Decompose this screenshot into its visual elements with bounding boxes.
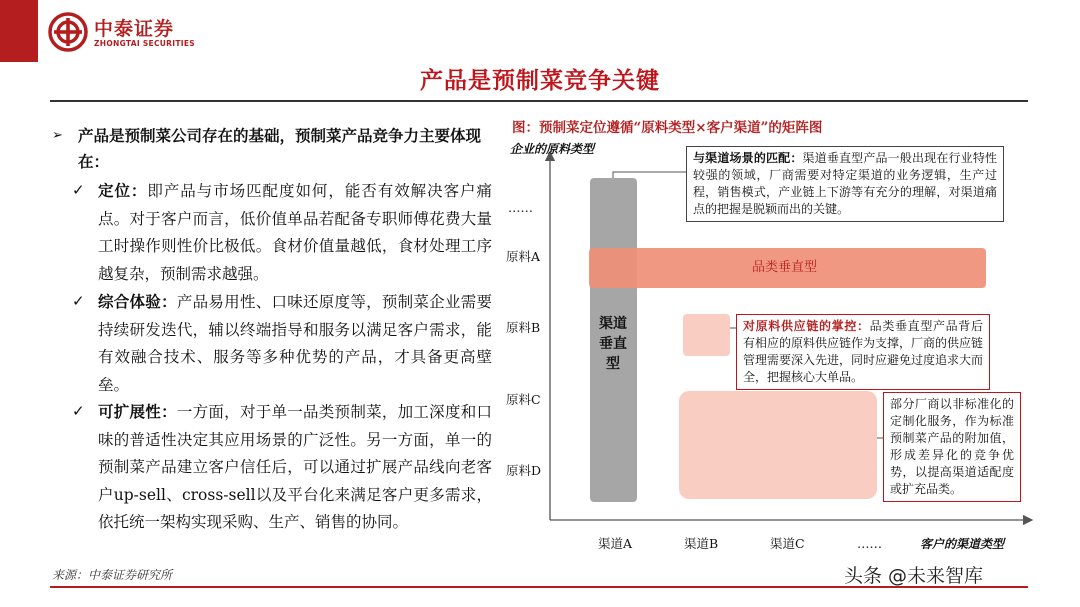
point-text: 产品易用性、口味还原度等，预制菜企业需要持续研发迭代，辅以终端指导和服务以满足客户需求，能有效融合技术、服务等多种优势的产品，才具备更高壁垒。 [98, 293, 492, 394]
channel-match-text: 渠道垂直型产品一般出现在行业特性较强的领域，厂商需要对特定渠道的业务逻辑，生产过程，销售模式，产业链上下游等有充分的理解，对渠道痛点的把握是脱颖而出的关键。 [693, 151, 997, 216]
source-note: 来源：中泰证券研究所 [52, 568, 173, 582]
page-title: 产品是预制菜竞争关键 [420, 67, 660, 94]
x-tick: 渠道B [684, 536, 719, 551]
large-light-rect [679, 391, 877, 499]
channel-label-line: 垂直 [599, 336, 627, 352]
main-bullet-text: 产品是预制菜公司存在的基础，预制菜产品竞争力主要体现在： [78, 126, 482, 171]
figure-caption: 图：预制菜定位遵循“原料类型×客户渠道”的矩阵图 [512, 120, 823, 136]
title-divider [50, 100, 1028, 102]
y-tick: 原料B [506, 320, 541, 335]
brand-name-en: ZHONGTAI SECURITIES [94, 39, 195, 48]
small-light-rect [683, 314, 730, 356]
channel-match-box [686, 146, 1004, 222]
y-tick: 原料C [506, 392, 541, 407]
channel-label-line: 型 [606, 356, 620, 372]
point-scalability [52, 398, 492, 537]
point-experience [52, 288, 492, 399]
check-icon: ✓ [72, 292, 85, 310]
x-axis-label: 客户的渠道类型 [920, 537, 1005, 551]
y-axis-label: 企业的原料类型 [510, 142, 595, 156]
channel-connector [613, 172, 686, 178]
channel-vertical-label [598, 314, 628, 374]
channel-match-lead: 与渠道场景的匹配： [693, 151, 803, 165]
supply-chain-lead: 对原料供应链的掌控： [743, 319, 870, 333]
x-tick: …… [857, 536, 882, 551]
nonstandard-text: 部分厂商以非标准化的定制化服务，作为标准预制菜产品的附加值，形成差异化的竞争优势，以提高渠道适配度或扩充品类。 [890, 397, 1014, 496]
y-tick: …… [508, 200, 533, 215]
check-icon: ✓ [72, 402, 85, 420]
point-lead: 可扩展性： [98, 402, 177, 421]
main-bullet [52, 123, 492, 175]
category-vertical-label: 品类垂直型 [752, 260, 818, 275]
header-accent-bar [0, 0, 38, 62]
point-text: 即产品与市场匹配度如何，能否有效解决客户痛点。对于客户而言，低价值单品若配备专职师傅花费大量工时操作则性价比极低。食材价值量越低，食材处理工序越复杂，预制需求越强。 [98, 182, 492, 283]
matrix-diagram [500, 138, 1040, 568]
y-tick: 原料A [506, 249, 541, 264]
channel-label-line: 渠道 [599, 316, 627, 332]
x-tick: 渠道A [598, 536, 633, 551]
brand-name-cn: 中泰证券 [94, 18, 175, 40]
y-tick: 原料D [506, 463, 542, 478]
point-lead: 综合体验： [98, 292, 177, 311]
x-tick: 渠道C [770, 536, 805, 551]
zhongtai-logo-icon [48, 12, 88, 52]
watermark: 头条 @未来智库 [844, 565, 984, 587]
supply-chain-text: 品类垂直型产品背后有相应的原料供应链作为支撑，厂商的供应链管理需要深入先进，同时应避免过度追求大而全，把握核心大单品。 [743, 319, 984, 384]
point-positioning [52, 177, 492, 288]
nonstandard-box [883, 392, 1021, 502]
supply-chain-box [736, 314, 990, 390]
check-icon: ✓ [72, 181, 85, 199]
point-text: 一方面，对于单一品类预制菜，加工深度和口味的普适性决定其应用场景的广泛性。另一方面，单一的预制菜产品建立客户信任后，可以通过扩展产品线向老客户up-sell、cross-sell以及平台化来满足客户更多需求，依托统一架构实现采购、生产、销售的协同。 [98, 403, 492, 531]
point-lead: 定位： [98, 181, 148, 200]
arrow-bullet-icon: ➢ [52, 128, 63, 143]
